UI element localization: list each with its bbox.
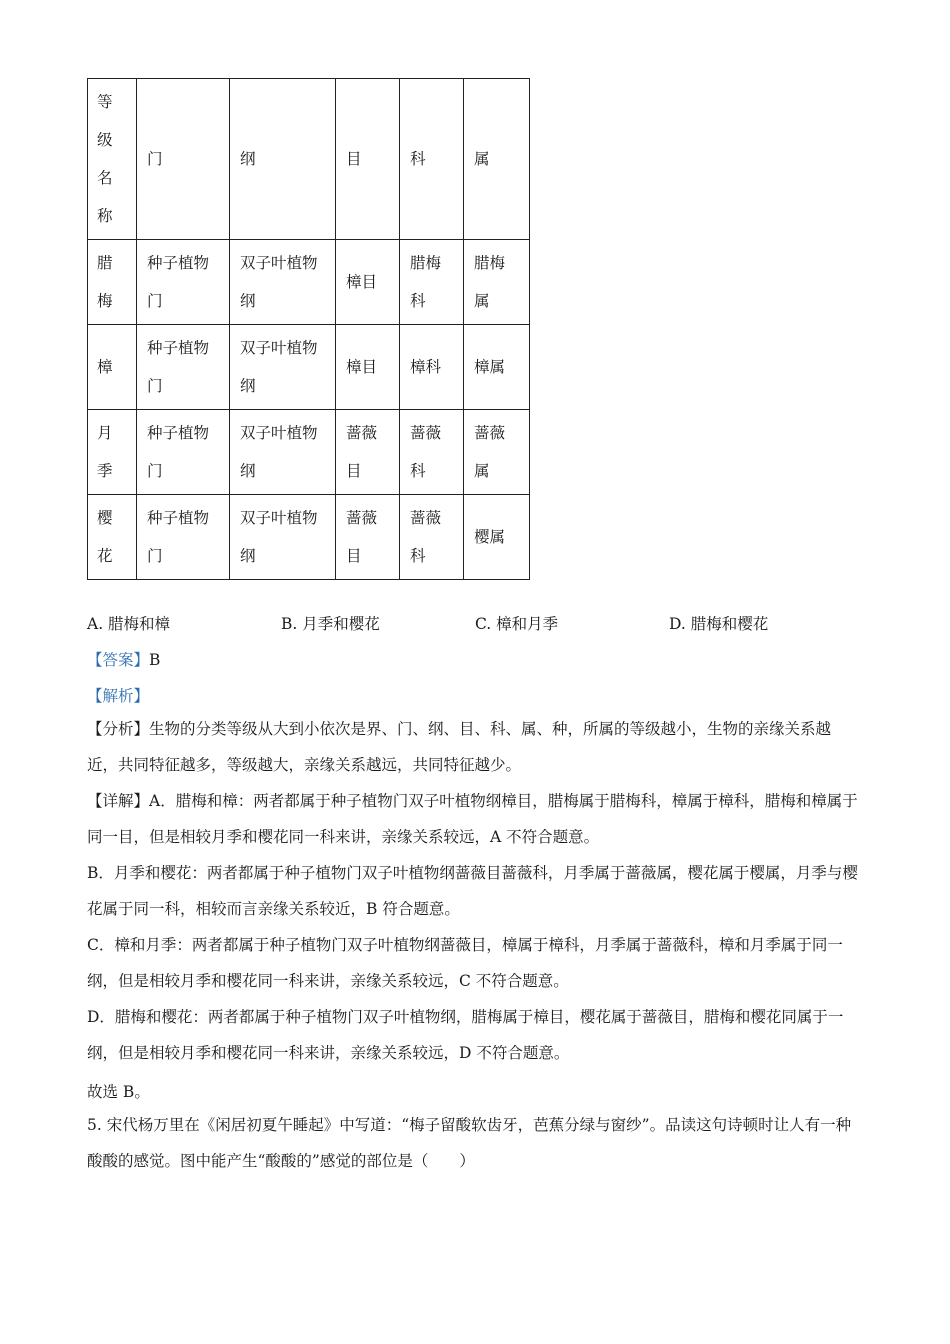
table-header-cell: 属 [464,79,530,240]
analysis-tag: 【解析】 [87,687,150,705]
table-cell: 双子叶植物纲 [230,240,336,325]
xiangjie-d-paragraph: D．腊梅和樱花：两者都属于种子植物门双子叶植物纲，腊梅属于樟目，樱花属于蔷薇目，腊梅和樱花同属于一纲，但是相较月季和樱花同一科来讲，亲缘关系较远，D 不符合题意。 [87,1008,844,1062]
table-row [88,325,530,410]
table-cell: 双子叶植物纲 [230,325,336,410]
table-cell: 樟科 [400,325,464,410]
table-cell: 樟 [88,325,137,410]
table-header-cell: 目 [336,79,400,240]
xiangjie-b-paragraph: B．月季和樱花：两者都属于种子植物门双子叶植物纲蔷薇目蔷薇科，月季属于蔷薇属，樱花属于樱属，月季与樱花属于同一科，相较而言亲缘关系较近，B 符合题意。 [87,864,858,918]
xiangjie-a-paragraph [87,783,862,855]
table-cell: 腊梅科 [400,240,464,325]
answer-tag: 【答案】 [87,651,150,669]
table-row [88,495,530,580]
table-cell: 樟目 [336,325,400,410]
answer-value: B [149,651,161,669]
answer-options [87,612,867,638]
table-header-cell: 门 [137,79,230,240]
table-header-cell: 纲 [230,79,336,240]
fenxi-text: 生物的分类等级从大到小依次是界、门、纲、目、科、属、种，所属的等级越小，生物的亲缘关系越近，共同特征越多，等级越大，亲缘关系越远，共同特征越少。 [87,720,832,774]
option-d: D. 腊梅和樱花 [669,615,769,633]
table-header-row [88,79,530,240]
option-b: B. 月季和樱花 [281,615,380,633]
table-cell: 种子植物门 [137,325,230,410]
xiangjie-tag: 【详解】 [87,792,150,810]
table-cell: 樱花 [88,495,137,580]
table-cell: 蔷薇目 [336,410,400,495]
table-header-cell: 等级名称 [88,79,137,240]
fenxi-paragraph [87,711,862,783]
table-cell: 樟属 [464,325,530,410]
option-c: C. 樟和月季 [475,615,559,633]
table-cell: 种子植物门 [137,240,230,325]
question-5: 5. 宋代杨万里在《闲居初夏午睡起》中写道：“梅子留酸软齿牙，芭蕉分绿与窗纱”。品读这句诗顿时让人有一种酸酸的感觉。图中能产生“酸酸的”感觉的部位是（ ） [87,1116,852,1170]
table-cell: 月季 [88,410,137,495]
table-cell: 种子植物门 [137,410,230,495]
classification-table [87,78,530,580]
table-cell: 腊梅 [88,240,137,325]
conclusion: 故选 B。 [87,1083,150,1101]
table-cell: 种子植物门 [137,495,230,580]
option-a: A. 腊梅和樟 [87,615,171,633]
table-cell: 樱属 [464,495,530,580]
table-cell: 蔷薇目 [336,495,400,580]
table-header-cell: 科 [400,79,464,240]
xiangjie-c-paragraph: C．樟和月季：两者都属于种子植物门双子叶植物纲蔷薇目，樟属于樟科，月季属于蔷薇科，樟和月季属于同一纲，但是相较月季和樱花同一科来讲，亲缘关系较远，C 不符合题意。 [87,936,843,990]
table-cell: 蔷薇属 [464,410,530,495]
table-cell: 双子叶植物纲 [230,410,336,495]
table-cell: 腊梅属 [464,240,530,325]
xiangjie-a-text: A．腊梅和樟：两者都属于种子植物门双子叶植物纲樟目，腊梅属于腊梅科，樟属于樟科，腊梅和樟属于同一目，但是相较月季和樱花同一科来讲，亲缘关系较远，A 不符合题意。 [87,792,858,846]
table-row [88,240,530,325]
table-cell: 樟目 [336,240,400,325]
table-cell: 双子叶植物纲 [230,495,336,580]
table-row [88,410,530,495]
answer-line [87,648,160,670]
table-cell: 蔷薇科 [400,495,464,580]
fenxi-tag: 【分析】 [87,720,150,738]
table-cell: 蔷薇科 [400,410,464,495]
